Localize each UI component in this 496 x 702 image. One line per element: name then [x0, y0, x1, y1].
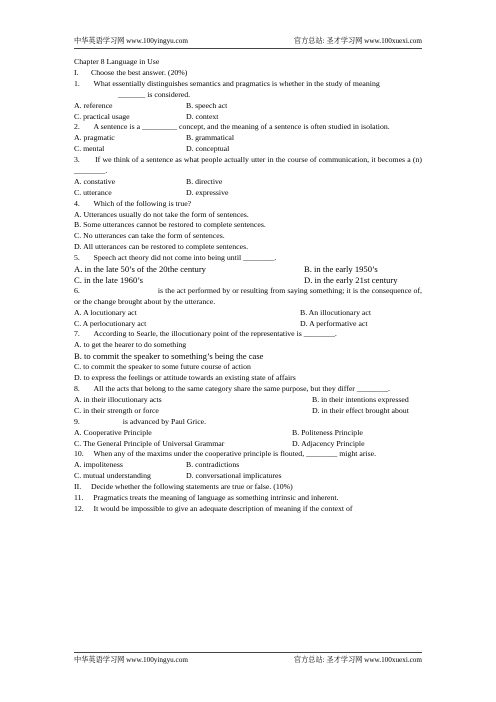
section1-number: I. [74, 67, 79, 77]
option-c: C. The General Principle of Universal Grammar [74, 438, 225, 448]
option-a: A. impoliteness [74, 460, 123, 470]
document-body [74, 57, 422, 515]
option-d: D. Adjacency Principle [292, 438, 365, 448]
option-b: B. Some utterances cannot be restored to complete sentences. [74, 220, 266, 230]
option-a: A. in the late 50’s of the 20the century [74, 264, 206, 275]
section2-heading [74, 482, 422, 493]
option-c: C. utterance [74, 187, 112, 197]
option-a: A. constative [74, 176, 116, 186]
option-d: D. to express the feelings or attitude towards an existing state of affairs [74, 373, 296, 383]
header-left-site: 中华英语学习网 www.100yingyu.com [74, 37, 188, 45]
option-a: A. Cooperative Principle [74, 427, 152, 437]
option-d: D. in their effect brought about [312, 405, 409, 415]
question-3-stem: 3. If we think of a sentence as what people actually utter in the course of communication, it becomes a (n) ________. [74, 155, 422, 175]
option-d: D. conceptual [186, 144, 230, 154]
option-b: B. Politeness Principle [292, 427, 363, 437]
option-c: C. to commit the speaker to some future course of action [74, 362, 251, 372]
question-2-stem: 2. A sentence is a _________ concept, and the meaning of a sentence is often studied in isolation. [74, 122, 390, 132]
option-a: A. reference [74, 100, 113, 110]
option-d: D. context [186, 111, 219, 121]
option-d: D. All utterances can be restored to complete sentences. [74, 242, 249, 252]
question-11: 11. Pragmatics treats the meaning of language as something intrinsic and inherent. [74, 492, 339, 502]
question-6-options-ab [74, 308, 422, 319]
question-6-stem: 6. is the act performed by or resulting from saying something; it is the consequence of, or the change brought about by the utterance. [74, 285, 422, 306]
question-3-options-ab [74, 177, 422, 188]
section1-title: Choose the best answer. (20%) [91, 67, 188, 77]
chapter-title: Chapter 8 Language in Use [74, 57, 160, 66]
question-5-options-cd [74, 275, 422, 286]
question-9-options-ab [74, 428, 422, 439]
question-8-stem: 8. All the acts that belong to the same category share the same purpose, but they differ ________. [74, 384, 390, 394]
option-a: A. A locutionary act [74, 307, 137, 317]
option-a: A. in their illocutionary acts [74, 394, 162, 404]
section1-heading [74, 68, 422, 79]
question-6-options-cd [74, 319, 422, 330]
question-3-options-cd [74, 188, 422, 199]
question-2-options-cd [74, 144, 422, 155]
option-c: C. in their strength or force [74, 405, 159, 415]
question-12: 12. It would be impossible to give an adequate description of meaning if the context of [74, 503, 353, 513]
option-b: B. An illocutionary act [300, 307, 372, 317]
option-d: D. expressive [186, 187, 229, 197]
option-d: D. in the early 21st century [304, 275, 398, 285]
question-10-options-ab [74, 460, 422, 471]
question-5-options-ab [74, 264, 422, 275]
option-b: B. contradictions [186, 460, 240, 470]
section2-title: Decide whether the following statements are true or false. (10%) [91, 482, 293, 492]
page-header [74, 36, 422, 49]
option-a: A. to get the hearer to do something [74, 340, 187, 350]
question-2-options-ab [74, 133, 422, 144]
option-d: D. conversational implicatures [186, 471, 282, 481]
option-a: A. pragmatic [74, 133, 115, 143]
question-4-stem: 4. Which of the following is true? [74, 198, 192, 208]
question-8-options-ab [74, 395, 422, 406]
option-a: A. Utterances usually do not take the form of sentences. [74, 209, 249, 219]
option-b: B. speech act [186, 100, 228, 110]
option-b: B. to commit the speaker to something’s being the case [74, 351, 264, 362]
question-9-options-cd [74, 439, 422, 450]
question-1-options-cd [74, 112, 422, 123]
option-c: C. in the late 1960’s [74, 275, 143, 285]
option-b: B. in the early 1950’s [304, 264, 378, 275]
question-1-stem: 1. What essentially distinguishes semantics and pragmatics is whether in the study of meaning [74, 78, 380, 88]
page-footer [74, 652, 422, 665]
section2-number: II. [74, 482, 82, 492]
question-1-options-ab [74, 101, 422, 112]
option-b: B. in their intentions expressed [312, 394, 409, 404]
footer-left-site: 中华英语学习网 www.100yingyu.com [74, 656, 188, 664]
option-d: D. A performative act [300, 318, 368, 328]
option-b: B. grammatical [186, 133, 235, 143]
question-7-stem: 7. According to Searle, the illocutionary point of the representative is ________. [74, 329, 337, 339]
question-9-stem: 9. is advanced by Paul Grice. [74, 416, 207, 426]
option-c: C. No utterances can take the form of sentences. [74, 231, 225, 241]
option-b: B. directive [186, 176, 223, 186]
footer-right-site: 官方总站: 圣才学习网 www.100xuexi.com [293, 656, 422, 664]
question-8-options-cd [74, 406, 422, 417]
question-5-stem: 5. Speech act theory did not come into being until ________. [74, 253, 277, 263]
option-c: C. mental [74, 144, 105, 154]
option-c: C. mutual understanding [74, 471, 151, 481]
option-c: C. A perlocutionary act [74, 318, 147, 328]
option-c: C. practical usage [74, 111, 130, 121]
question-10-options-cd [74, 471, 422, 482]
question-1-stem-cont: _______ is considered. [118, 89, 191, 99]
question-10-stem: 10. When any of the maxims under the cooperative principle is flouted, ________ might arise. [74, 449, 377, 459]
header-right-site: 官方总站: 圣才学习网 www.100xuexi.com [293, 37, 422, 45]
